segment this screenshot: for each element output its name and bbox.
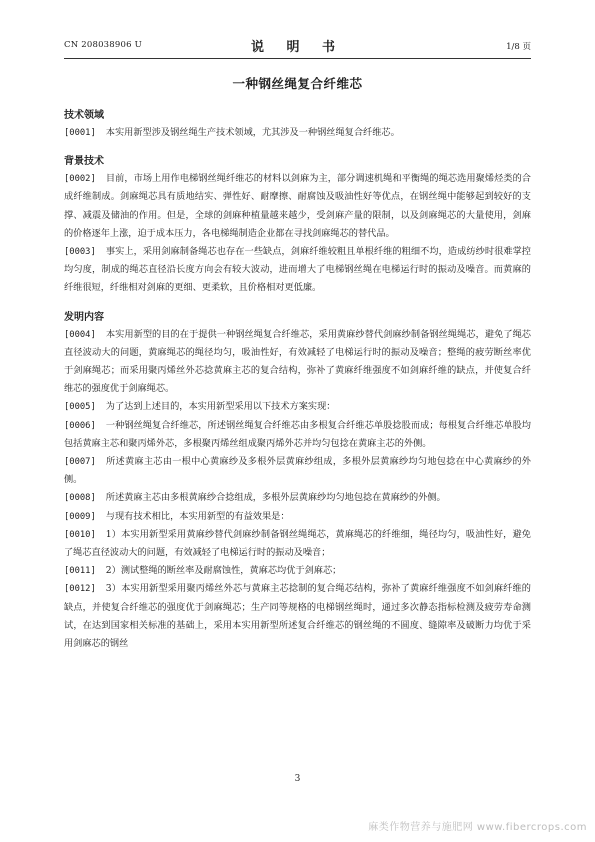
paragraph-text: 为了达到上述目的，本实用新型采用以下技术方案实现： (105, 401, 336, 413)
paragraph-text: 本实用新型涉及钢丝绳生产技术领域，尤其涉及一种钢丝绳复合纤维芯。 (105, 127, 400, 138)
paragraph-number: [0011] (64, 566, 96, 577)
paragraph-text: 事实上，采用剑麻制备绳芯也存在一些缺点，剑麻纤维较粗且单根纤维的粗细不均，造成纺纱时很难掌控均匀度，制成的绳芯直径沿长度方向会有较大波动，进而增大了电梯钢丝绳在电梯运行时的振动及噪音。而黄麻的纤维很短，纤维相对剑麻的更细、更柔软，且价格相对更低廉。 (64, 246, 531, 294)
paragraph-number: [0002] (64, 174, 96, 185)
paragraph-number: [0012] (64, 584, 96, 595)
paragraph-text: 3）本实用新型采用聚丙烯丝外芯与黄麻主芯捻制的复合绳芯结构，弥补了黄麻纤维强度不如剑麻纤维的缺点，并使复合纤维芯的强度优于剑麻绳芯；生产同等规格的电梯钢丝绳时，通过多次静态指标检测及疲劳寿命测试，在达到国家相关标准的基础上，采用本实用新型所述复合纤维芯的钢丝绳的不圆度、缝隙率及破断力均优于采用剑麻芯的钢丝 (64, 583, 531, 650)
paragraph-text: 目前，市场上用作电梯钢丝绳纤维芯的材料以剑麻为主，部分调速机绳和平衡绳的绳芯选用聚烯烃类的合成纤维制成。剑麻绳芯具有质地结实、弹性好、耐摩擦、耐腐蚀及吸油性好等优点，在钢丝绳中能够起到较好的支撑、减震及储油的作用。但是，全球的剑麻种植量越来越少，受剑麻产量的限制，以及剑麻绳芯的大量使用，剑麻的价格逐年上涨，迫于成本压力，各电梯绳制造企业都在寻找剑麻绳芯的替代品。 (64, 173, 531, 239)
paragraph (64, 580, 531, 653)
page-header (64, 36, 531, 56)
paragraph (64, 124, 531, 142)
paragraph-text: 所述黄麻主芯由多根黄麻纱合捻组成，多根外层黄麻纱均匀地包捻在黄麻纱的外侧。 (105, 492, 446, 504)
paragraph (64, 398, 531, 416)
paragraph-text: 1）本实用新型采用黄麻纱替代剑麻纱制备钢丝绳绳芯，黄麻绳芯的纤维细，绳径均匀，吸油性好，避免了绳芯直径波动大的问题，有效减轻了电梯运行时的振动及噪音； (64, 528, 531, 559)
paragraph (64, 508, 531, 526)
paragraph (64, 453, 531, 489)
paragraph (64, 526, 531, 562)
paragraph-number: [0007] (64, 457, 96, 468)
watermark: 麻类作物营养与施肥网 www.fibercrops.com (368, 822, 587, 833)
header-divider (64, 58, 531, 59)
paragraph-number: [0003] (64, 247, 96, 258)
paragraph (64, 489, 531, 507)
publication-number: CN 208038906 U (64, 40, 142, 50)
paragraph (64, 170, 531, 243)
paragraph-number: [0009] (64, 511, 96, 522)
document-type: 说 明 书 (250, 40, 345, 55)
section-heading: 技术领域 (64, 110, 104, 121)
paragraph-number: [0005] (64, 402, 96, 413)
section-heading: 发明内容 (64, 311, 104, 323)
paragraph-number: [0004] (64, 329, 96, 340)
paragraph (64, 562, 531, 580)
paragraph (64, 417, 531, 453)
document-title: 一种钢丝绳复合纤维芯 (232, 76, 363, 91)
paragraph-text: 本实用新型的目的在于提供一种钢丝绳复合纤维芯，采用黄麻纱替代剑麻纱制备钢丝绳绳芯，避免了绳芯直径波动大的问题，黄麻绳芯的绳径均匀，吸油性好，有效减轻了电梯运行时的振动及噪音；整绳的疲劳断丝率优于剑麻绳芯；而采用聚丙烯丝外芯捻黄麻主芯的复合结构，弥补了黄麻纤维强度不如剑麻纤维的缺点，并使复合纤维芯的强度优于剑麻绳芯。 (64, 328, 531, 395)
document-body (64, 108, 531, 653)
paragraph-text: 所述黄麻主芯由一根中心黄麻纱及多根外层黄麻纱组成，多根外层黄麻纱均匀地包捻在中心黄麻纱的外侧。 (64, 456, 531, 486)
section-heading: 背景技术 (64, 156, 104, 168)
paragraph (64, 243, 531, 298)
page-info: 1/8 页 (506, 42, 531, 52)
paragraph-number: [0001] (64, 128, 96, 138)
paragraph (64, 326, 531, 399)
paragraph-number: [0008] (64, 493, 96, 504)
page-number: 3 (294, 774, 301, 784)
paragraph-text: 一种钢丝绳复合纤维芯，所述钢丝绳复合纤维芯由多根复合纤维芯单股捻股而成；每根复合纤维芯单股均包括黄麻主芯和聚丙烯外芯，多根聚丙烯丝组成聚丙烯外芯并均匀包捻在黄麻主芯的外侧。 (64, 419, 531, 449)
paragraph-number: [0010] (64, 529, 96, 540)
paragraph-text: 与现有技术相比，本实用新型的有益效果是： (105, 510, 290, 522)
paragraph-number: [0006] (64, 420, 96, 431)
paragraph-text: 2）测试整绳的断丝率及耐腐蚀性，黄麻芯均优于剑麻芯； (105, 565, 342, 577)
